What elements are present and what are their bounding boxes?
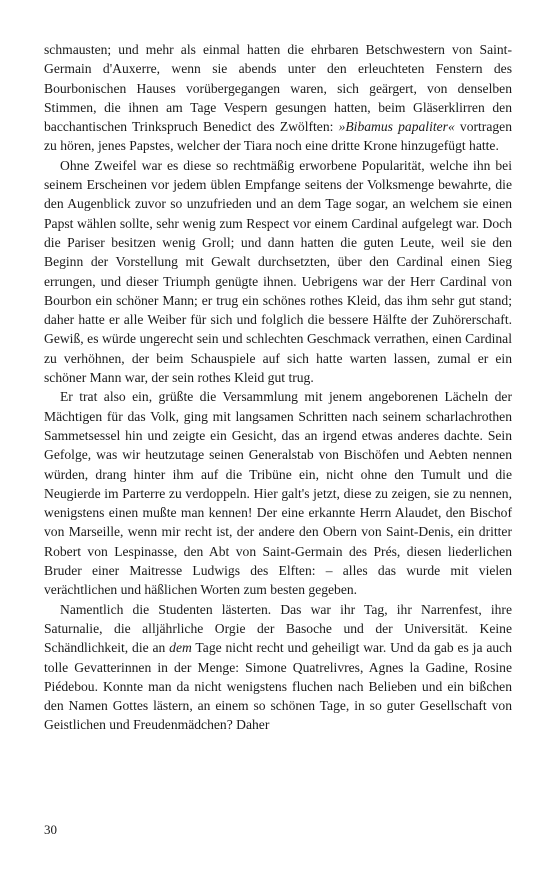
paragraph-3-text: Er trat also ein, grüßte die Versammlung mit jenem angeborenen Lächeln der Mächtigen für das Volk, ging mit langsamen Schritten nach seinem scharlachrothen Sammetsessel hin und zeigte ein Gesicht, das an irgend etwas anderes dachte. Sein Gefolge, was wir heutzutage seinen Generalstab von Bischöfen und Aebten nennen würden, drang hinter ihm auf die Tribüne ein, nicht ohne den Tumult und die Neugierde im Parterre zu verdoppeln. Hier galt's jetzt, diese zu zeigen, sie zu nennen, wenigstens einen mußte man kennen! Der eine erkannte Herrn Alaudet, den Bischof von Marseille, wenn mir recht ist, der andere den Obern von Saint-Denis, ein dritter Robert von Lespinasse, den Abt von Saint-Germain des Prés, diesen liederlichen Bruder einer Maitresse Ludwigs des Elften: – alles das wurde mit vielen verächtlichen und häßlichen Worten zum besten gegeben.	[44, 389, 512, 598]
paragraph-1-text-2: vortragen zu hören, jenes Papstes, welcher der Tiara noch eine dritte Krone hinzugefügt hatte.	[44, 119, 512, 154]
paragraph-2-text: Ohne Zweifel war es diese so rechtmäßig erworbene Popularität, welche ihn bei seinem Erscheinen vor jedem üblen Empfange seitens der Volksmenge bewahrte, die den Augenblick zuvor so unzufrieden und an dem Tage sogar, an welchem sie einen Papst wählen sollte, sehr wenig zum Respect vor einem Cardinal aufgelegt war. Doch die Pariser besitzen wenig Groll; und dann hatten die guten Leute, weil sie den Beginn der Vorstellung mit Gewalt durchsetzten, über den Cardinal einen Sieg errungen, und dieser Triumph genügte ihnen. Uebrigens war der Herr Cardinal von Bourbon ein schöner Mann; er trug ein schönes rothes Kleid, das ihm sehr gut stand; daher hatte er alle Weiber für sich und folglich die bessere Hälfte der Zuhörerschaft. Gewiß, es würde ungerecht sein und schlechten Geschmack verrathen, einen Cardinal zu verhöhnen, der beim Schauspiele auf sich hatte warten lassen, zumal er ein schöner Mann war, der sein rothes Kleid gut trug.	[44, 157, 512, 386]
paragraph-2	[44, 156, 512, 388]
paragraph-4-italic-word: dem	[169, 640, 192, 656]
paragraph-4-text-1: Namentlich die Studenten lästerten. Das war ihr Tag, ihr Narrenfest, ihre Saturnalie, die alljährliche Orgie der Basoche und der Universität. Keine Schändlichkeit, die an	[44, 601, 512, 656]
paragraph-1	[44, 40, 512, 156]
paragraph-1-text-1: schmausten; und mehr als einmal hatten die ehrbaren Betschwestern von Saint-Germain d'Auxerre, wenn sie abends unter den erleuchteten Fenstern des Bourbonischen Hauses vorübergegangen waren, sich geärgert, von denselben Stimmen, die ihnen am Tage Vespern gesungen hatten, beim Gläserklirren den bacchantischen Trinkspruch Benedict des Zwölften:	[44, 42, 512, 135]
page-body	[44, 40, 512, 735]
paragraph-4	[44, 600, 512, 735]
paragraph-3	[44, 387, 512, 599]
paragraph-1-italic-quote: »Bibamus papaliter«	[338, 119, 455, 135]
page-number: 30	[44, 822, 57, 837]
paragraph-4-text-2: Tage nicht recht und geheiligt war. Und da gab es ja auch tolle Gevatterinnen in der Menge: Simone Quatrelivres, Agnes la Gadine, Rosine Piédebou. Konnte man da nicht wenigstens fluchen nach Belieben und ein bißchen den Namen Gottes lästern, an einem so schönen Tage, in so guter Gesellschaft von Geistlichen und Freudenmädchen? Daher	[44, 640, 512, 733]
